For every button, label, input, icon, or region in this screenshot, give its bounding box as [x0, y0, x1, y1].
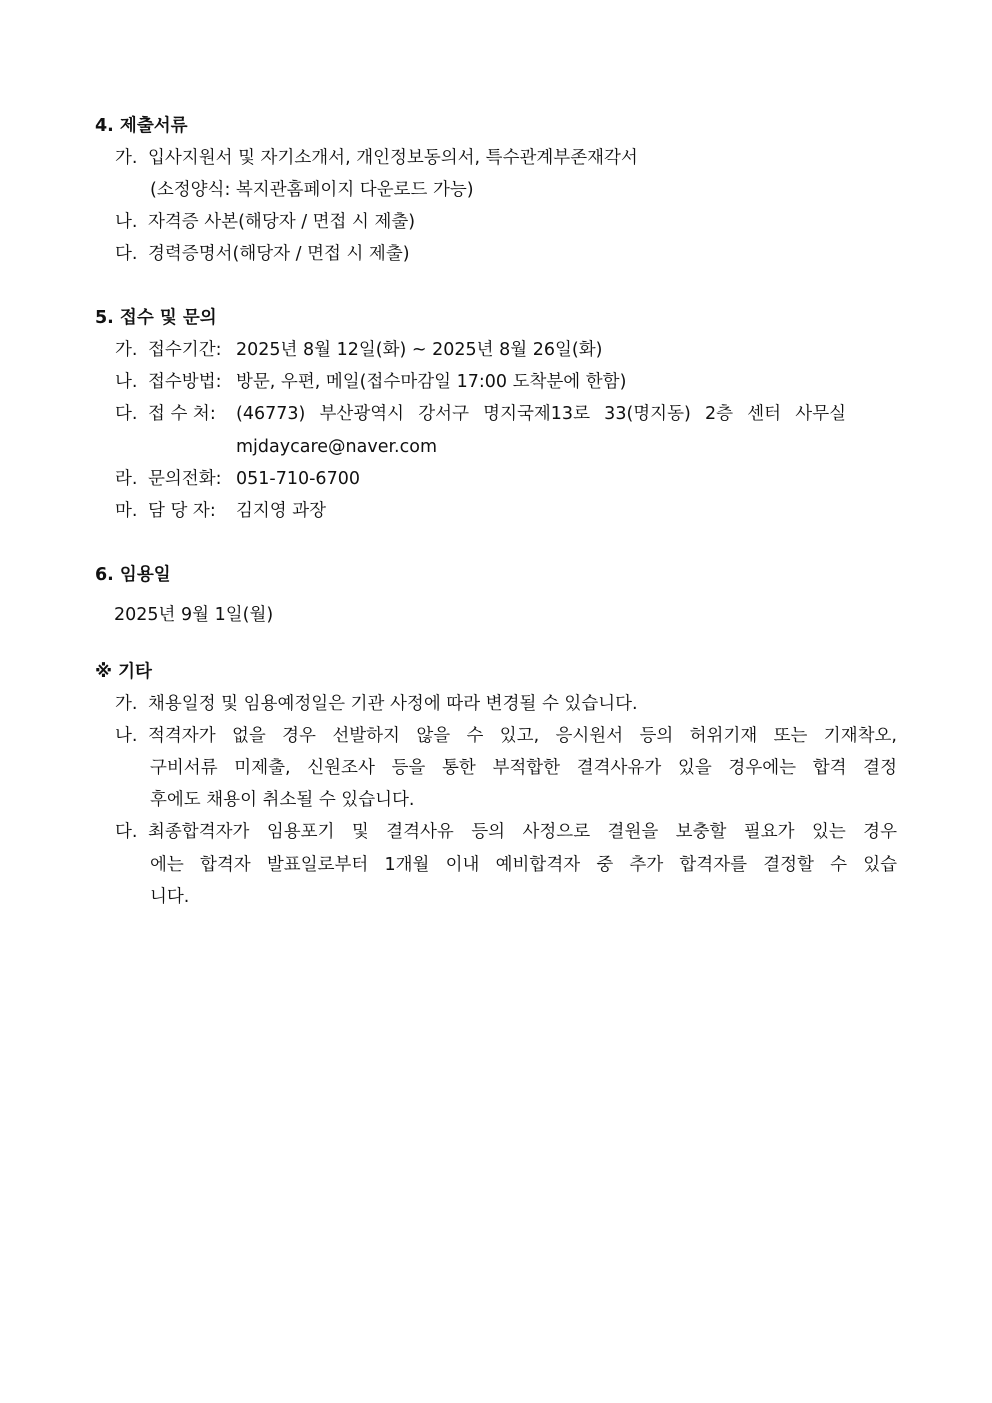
- section-5-heading: 5. 접수 및 문의: [95, 308, 217, 328]
- sec5-item-period-value: 2025년 8월 12일(화) ~ 2025년 8월 26일(화): [236, 340, 603, 360]
- sec5-item-contact-label: 담 당 자:: [148, 501, 216, 521]
- etc-item-na-line-1: 적격자가 없을 경우 선발하지 않을 수 있고, 응시원서 등의 허위기재 또는 기재착오,: [148, 726, 897, 746]
- etc-item-na-line-3: 후에도 채용이 취소될 수 있습니다.: [150, 790, 415, 810]
- sec5-item-period-label: 접수기간:: [148, 340, 222, 360]
- sec6-date: 2025년 9월 1일(월): [114, 605, 274, 625]
- sec4-item-na-text: 자격증 사본(해당자 / 면접 시 제출): [148, 212, 416, 232]
- section-6-heading: 6. 임용일: [95, 565, 171, 585]
- sec5-item-contact-marker: 마.: [115, 501, 138, 521]
- etc-item-na-line-2: 구비서류 미제출, 신원조사 등을 통한 부적합한 결격사유가 있을 경우에는 합격 결정: [150, 758, 897, 778]
- sec5-item-place-address: (46773) 부산광역시 강서구 명지국제13로 33(명지동) 2층 센터 사무실: [236, 404, 846, 424]
- etc-item-na-marker: 나.: [115, 726, 138, 746]
- etc-item-da-line-2: 에는 합격자 발표일로부터 1개월 이내 예비합격자 중 추가 합격자를 결정할 수 있습: [150, 855, 897, 875]
- etc-heading: ※ 기타: [95, 662, 152, 682]
- etc-item-da-line-1: 최종합격자가 임용포기 및 결격사유 등의 사정으로 결원을 보충할 필요가 있는 경우: [148, 822, 897, 842]
- sec4-item-na-marker: 나.: [115, 212, 138, 232]
- sec4-item-ga-sub: (소정양식: 복지관홈페이지 다운로드 가능): [150, 180, 474, 200]
- sec5-item-place-email[interactable]: mjdaycare@naver.com: [236, 437, 437, 457]
- sec5-item-phone-marker: 라.: [115, 469, 138, 489]
- sec5-item-period-marker: 가.: [115, 340, 138, 360]
- sec4-item-ga-text: 입사지원서 및 자기소개서, 개인정보동의서, 특수관계부존재각서: [148, 148, 638, 168]
- etc-item-ga-marker: 가.: [115, 694, 138, 714]
- section-4-heading: 4. 제출서류: [95, 116, 188, 136]
- sec4-item-ga-marker: 가.: [115, 148, 138, 168]
- sec5-item-phone-label: 문의전화:: [148, 469, 222, 489]
- sec5-item-phone-value: 051-710-6700: [236, 469, 360, 489]
- etc-item-da-line-3: 니다.: [150, 887, 190, 907]
- sec4-item-da-marker: 다.: [115, 244, 138, 264]
- etc-item-da-marker: 다.: [115, 822, 138, 842]
- sec4-item-da-text: 경력증명서(해당자 / 면접 시 제출): [148, 244, 410, 264]
- etc-item-ga-text: 채용일정 및 임용예정일은 기관 사정에 따라 변경될 수 있습니다.: [148, 694, 638, 714]
- sec5-item-method-marker: 나.: [115, 372, 138, 392]
- sec5-item-place-marker: 다.: [115, 404, 138, 424]
- sec5-item-place-label: 접 수 처:: [148, 404, 216, 424]
- sec5-item-method-label: 접수방법:: [148, 372, 222, 392]
- sec5-item-contact-value: 김지영 과장: [236, 501, 327, 521]
- sec5-item-method-value: 방문, 우편, 메일(접수마감일 17:00 도착분에 한함): [236, 372, 627, 392]
